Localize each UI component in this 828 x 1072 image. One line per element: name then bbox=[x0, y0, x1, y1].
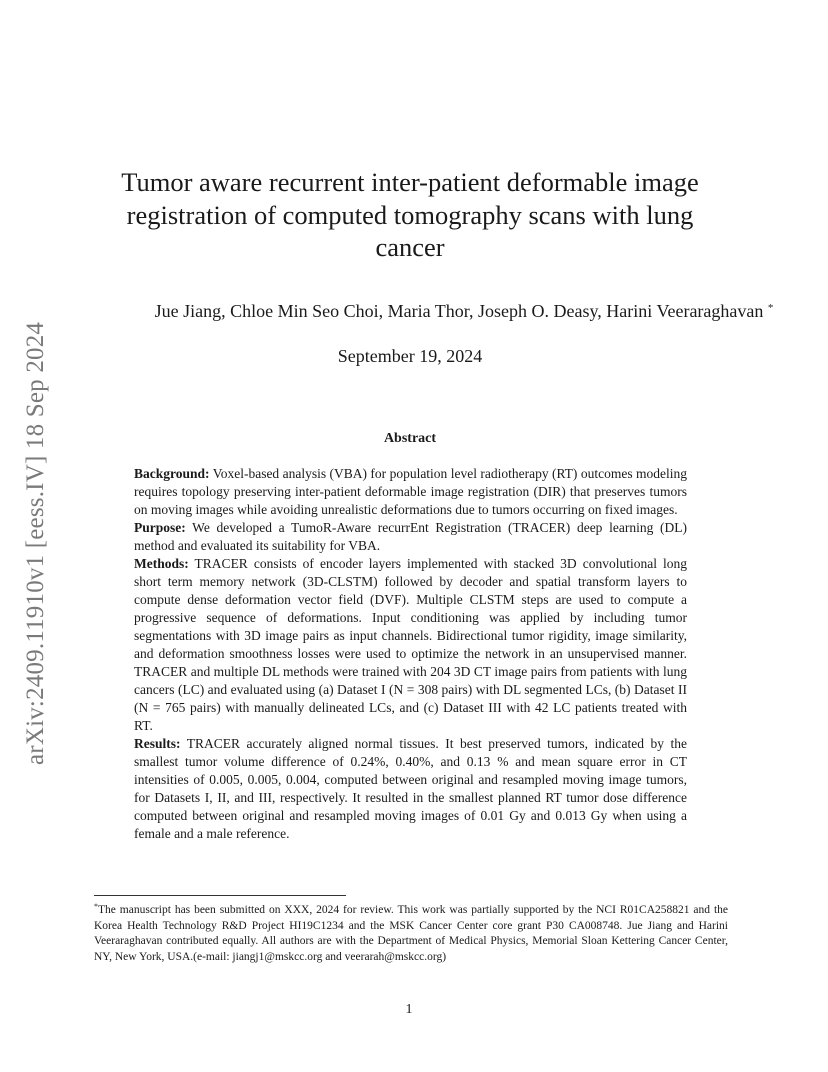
abstract-heading: Abstract bbox=[383, 431, 437, 446]
results-text: TRACER accurately aligned normal tissues. It best preserved tumors, indicated by the smallest tumor volume difference of 0.24%, 0.40%, and 0.13 % and mean square error in CT intensities of 0.005, 0.005, 0.004, computed between original and resampled moving image tumors, for Datasets I, II, and III, respectively. It resulted in the smallest planned RT tumor dose difference computed between original and resampled moving images of 0.01 Gy and 0.013 Gy when using a female and a male reference. bbox=[134, 736, 687, 841]
purpose-text: We developed a TumoR-Aware recurrEnt Registration (TRACER) deep learning (DL) method and evaluated its suitability for VBA. bbox=[134, 520, 687, 553]
arxiv-stamp: arXiv:2409.11910v1 [eess.IV] 18 Sep 2024 bbox=[22, 321, 49, 765]
abstract-results bbox=[134, 735, 687, 843]
background-text: Voxel-based analysis (VBA) for population level radiotherapy (RT) outcomes modeling requires topology preserving inter-patient deformable image registration (DIR) that preserves tumors on moving images while avoiding unrealistic deformations due to tumors occurring on fixed images. bbox=[134, 466, 687, 517]
abstract-body bbox=[134, 465, 687, 843]
page-number: 1 bbox=[405, 1002, 413, 1017]
abstract-background bbox=[134, 465, 687, 519]
footnote bbox=[94, 899, 728, 965]
methods-label: Methods: bbox=[134, 556, 189, 571]
author-list bbox=[94, 297, 828, 322]
abstract-purpose bbox=[134, 519, 687, 555]
footnote-text: The manuscript has been submitted on XXX, 2024 for review. This work was partially supported by the NCI R01CA258821 and the Korea Health Technology R&D Project HI19C1234 and the MSK Cancer Center core grant P30 CA008748. Jue Jiang and Harini Veeraraghavan contributed equally. All authors are with the Department of Medical Physics, Memorial Sloan Kettering Cancer Center, NY, New York, USA.(e-mail: jiangj1@mskcc.org and veerarah@mskcc.org) bbox=[94, 904, 728, 963]
footnote-mark: * bbox=[94, 902, 98, 911]
methods-text: TRACER consists of encoder layers implemented with stacked 3D convolutional long short term memory network (3D-CLSTM) followed by decoder and spatial transform layers to compute dense deformation vector field (DVF). Multiple CLSTM steps are used to compute a progressive sequence of deformations. Input conditioning was applied by including tumor segmentations with 3D image pairs as input channels. Bidirectional tumor rigidity, image similarity, and deformation smoothness losses were used to optimize the network in an unsupervised manner. TRACER and multiple DL methods were trained with 204 3D CT image pairs from patients with lung cancers (LC) and evaluated using (a) Dataset I (N = 308 pairs) with DL segmented LCs, (b) Dataset II (N = 765 pairs) with manually delineated LCs, and (c) Dataset III with 42 LC patients treated with RT. bbox=[134, 556, 687, 733]
abstract-methods bbox=[134, 555, 687, 735]
results-label: Results: bbox=[134, 736, 181, 751]
paper-title: Tumor aware recurrent inter-patient deformable image registration of computed tomography scans with lung cancer bbox=[121, 167, 699, 262]
publication-date: September 19, 2024 bbox=[337, 346, 483, 366]
background-label: Background: bbox=[134, 466, 210, 481]
author-footnote-mark: * bbox=[767, 302, 774, 314]
footnote-divider bbox=[94, 895, 346, 896]
purpose-label: Purpose: bbox=[134, 520, 186, 535]
authors-names: Jue Jiang, Chloe Min Seo Choi, Maria Thor, Joseph O. Deasy, Harini Veeraraghavan bbox=[154, 301, 764, 321]
